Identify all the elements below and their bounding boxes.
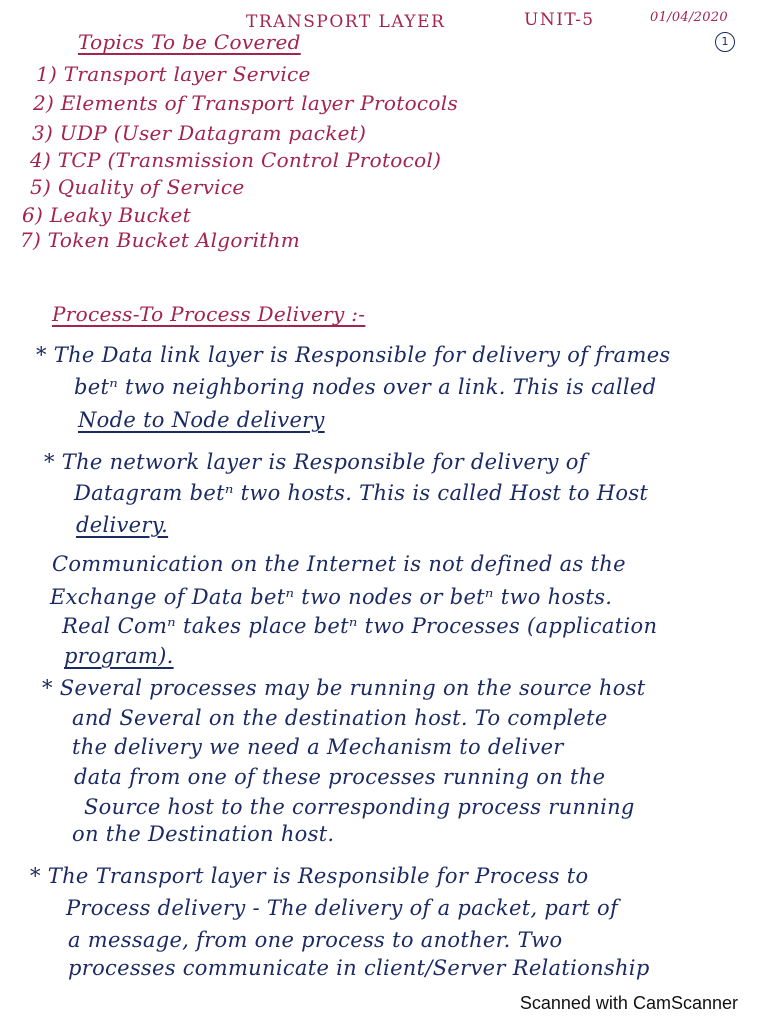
- topic-item: 3) UDP (User Datagram packet): [32, 121, 367, 145]
- note-line: * Several processes may be running on the source host: [42, 676, 646, 700]
- note-line: on the Destination host.: [72, 822, 335, 846]
- note-line: a message, from one process to another. Two: [68, 928, 563, 952]
- topic-item: 2) Elements of Transport layer Protocols: [33, 91, 459, 115]
- note-line: program).: [64, 644, 174, 668]
- note-line: Source host to the corresponding process running: [84, 795, 635, 819]
- note-line: Datagram betⁿ two hosts. This is called Host to Host: [74, 481, 649, 505]
- page-title: TRANSPORT LAYER: [246, 12, 446, 32]
- scanner-watermark: Scanned with CamScanner: [519, 993, 738, 1013]
- unit-label: UNIT-5: [524, 10, 595, 30]
- page-number: 1: [715, 32, 735, 52]
- topics-heading: Topics To be Covered: [78, 30, 301, 54]
- note-line: Communication on the Internet is not defined as the: [52, 552, 626, 576]
- note-line: betⁿ two neighboring nodes over a link. This is called: [74, 375, 657, 399]
- note-line: and Several on the destination host. To complete: [72, 706, 608, 730]
- topic-item: 1) Transport layer Service: [36, 62, 311, 86]
- note-line: Real Comⁿ takes place betⁿ two Processes (application: [62, 614, 658, 638]
- topic-item: 6) Leaky Bucket: [22, 203, 191, 227]
- note-line: the delivery we need a Mechanism to deliver: [72, 735, 564, 759]
- note-line: Exchange of Data betⁿ two nodes or betⁿ two hosts.: [50, 585, 613, 609]
- date: 01/04/2020: [650, 10, 728, 25]
- note-line: processes communicate in client/Server Relationship: [68, 956, 650, 980]
- note-line: * The network layer is Responsible for delivery of: [44, 450, 587, 474]
- note-line: Process delivery - The delivery of a packet, part of: [66, 896, 619, 920]
- note-line: data from one of these processes running on the: [74, 765, 606, 789]
- section-heading: Process-To Process Delivery :-: [52, 302, 366, 326]
- note-line: Node to Node delivery: [78, 408, 325, 432]
- note-line: * The Transport layer is Responsible for Process to: [30, 864, 589, 888]
- note-line: * The Data link layer is Responsible for delivery of frames: [36, 343, 671, 367]
- note-line: delivery.: [76, 513, 169, 537]
- topic-item: 5) Quality of Service: [30, 175, 245, 199]
- topic-item: 4) TCP (Transmission Control Protocol): [30, 148, 442, 172]
- topic-item: 7) Token Bucket Algorithm: [20, 228, 301, 252]
